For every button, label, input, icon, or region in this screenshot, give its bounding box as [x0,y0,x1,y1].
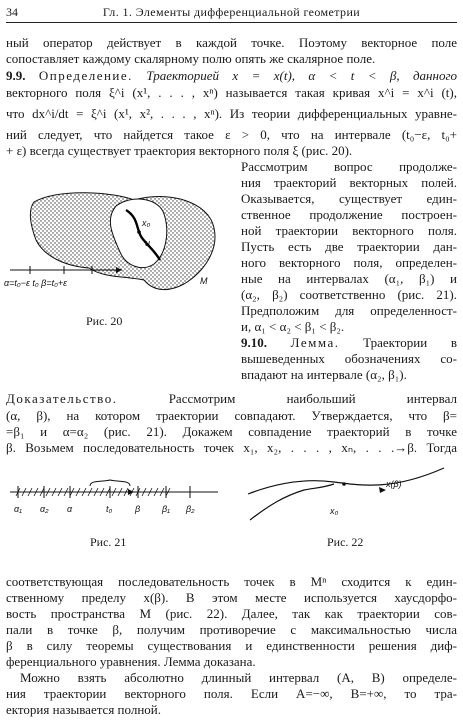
tick-label: β₂ [186,504,195,514]
trajectory-upper [248,468,444,494]
page-header [6,2,457,22]
text-line: ственное продолжение построен- [241,207,457,222]
figure-22 [244,458,457,540]
figure-20-caption: Рис. 20 [86,314,123,328]
figure-21-caption: Рис. 21 [90,535,127,549]
header-rule [6,22,457,23]
definition-line: + ε) всегда существует траектория векторного поля ξ (рис. 20). [6,143,353,158]
proof-line: (α, β), на котором траектории совпадают. Утверждается, что β= [6,408,457,423]
text-line: ный оператор действует в каждой точке. Поэтому векторное поле [6,35,457,50]
label-x0: x₀ [142,218,151,228]
tick-label: β [135,504,141,514]
text-line: Оказывается, существует един- [241,191,457,206]
text-line: ного векторного поля, определен- [241,255,457,270]
definition-line: что dx^i/dt = ξ^i (x¹, x², . . . , xⁿ). Из теории дифференциальных уравне- [6,106,457,121]
text-line: Пусть есть две траектории дан- [241,239,457,254]
point-x0 [137,230,141,234]
point-x0 [342,482,346,486]
text-line: сопоставляет каждому скалярному полю опять же скалярное поле. [6,51,376,66]
tick-label: α [67,504,73,514]
lemma-text: Траектории в [363,335,457,350]
figure-22-caption: Рис. 22 [327,535,364,549]
text-line: ные на интервалах (α₁, β₁) и [241,271,457,286]
running-title: Гл. 1. Элементы дифференциальной геометрии [102,5,361,19]
tick-label: β₁ [162,504,170,514]
definition-number: 9.9. [6,68,26,83]
text-line: Можно взять абсолютно длинный интервал (A, B) определе- [20,670,457,685]
text-line: и, α₁ < α₂ < β₁ < β₂. [241,319,345,334]
tick-label: t₀ [106,504,113,514]
lemma-heading: Лемма. [290,335,340,350]
lemma-line: впадают на интервале (α₂, β₁). [241,367,407,382]
definition-text: Траекторией x = x(t), α < t < β, данного [146,68,457,83]
text-line: ектория называется полной. [6,702,161,717]
lemma-line [241,335,457,351]
definition-line: векторного поля ξ^i (x¹, . . . , xⁿ) называется такая кривая x^i = x^i (t), [6,85,457,100]
text-line: соответствующая последовательность точек в Mⁿ сходится к един- [6,574,457,589]
definition-heading: Определение. [38,68,133,83]
label-x0: x₀ [330,506,339,516]
tick-label: α₁ [14,504,22,514]
text-line: ния траекторий векторных полей. [241,175,457,190]
text-line: Рассмотрим вопрос продолже- [241,159,457,174]
proof-text: Рассмотрим наибольший интервал [168,391,457,406]
proof-heading: Доказательство. [6,391,118,406]
arrow-x-beta [379,487,386,493]
text-line: (α₂, β₂) соответственно (рис. 21). [241,287,457,302]
page-number: 34 [6,5,18,19]
figure-21 [6,470,222,530]
definition-line: ний следует, что найдется такое ε > 0, что на интервале (t₀−ε, t₀+ [6,127,457,142]
text-line: ной траектории векторного поля. [241,223,457,238]
proof-line: β. Возьмем последовательность точек x₁, x₂, . . . , xₙ, . . .→β. Тогда [6,440,457,455]
interval-brace [90,480,130,486]
lemma-number: 9.10. [241,335,267,350]
text-line: β в силу теоремы существования и единственности решения диф- [6,638,457,653]
text-line: ния траектории векторного поля. Если A=−∞, B=+∞, то тра- [6,686,457,701]
tick-label: α₂ [40,504,49,514]
label-M: M [200,276,208,286]
lemma-line: вышеведенных обозначениях со- [241,351,457,366]
proof-line [6,391,457,407]
label-u: u [145,238,151,248]
text-line: ференциального уравнения. Лемма доказана. [6,654,256,669]
label-x-beta: x(β) [386,479,402,489]
text-line: Предположим для определенност- [241,303,457,318]
proof-line: =β₁ и α=α₂ (рис. 21). Докажем совпадение траекторий в точке [6,424,457,439]
axis-label: α=t₀−ε t₀ β=t₀+ε [4,278,68,288]
definition-line [6,68,457,84]
text-line: вость пространства M (рис. 22). Далее, так как траектории сов- [6,606,457,621]
text-line: ственному пределу x(β). В этом месте используется хаусдорфо- [6,590,457,605]
figure-20 [4,180,240,300]
text-line: пали в точке β, получим противоречие с максимальностью числа [6,622,457,637]
